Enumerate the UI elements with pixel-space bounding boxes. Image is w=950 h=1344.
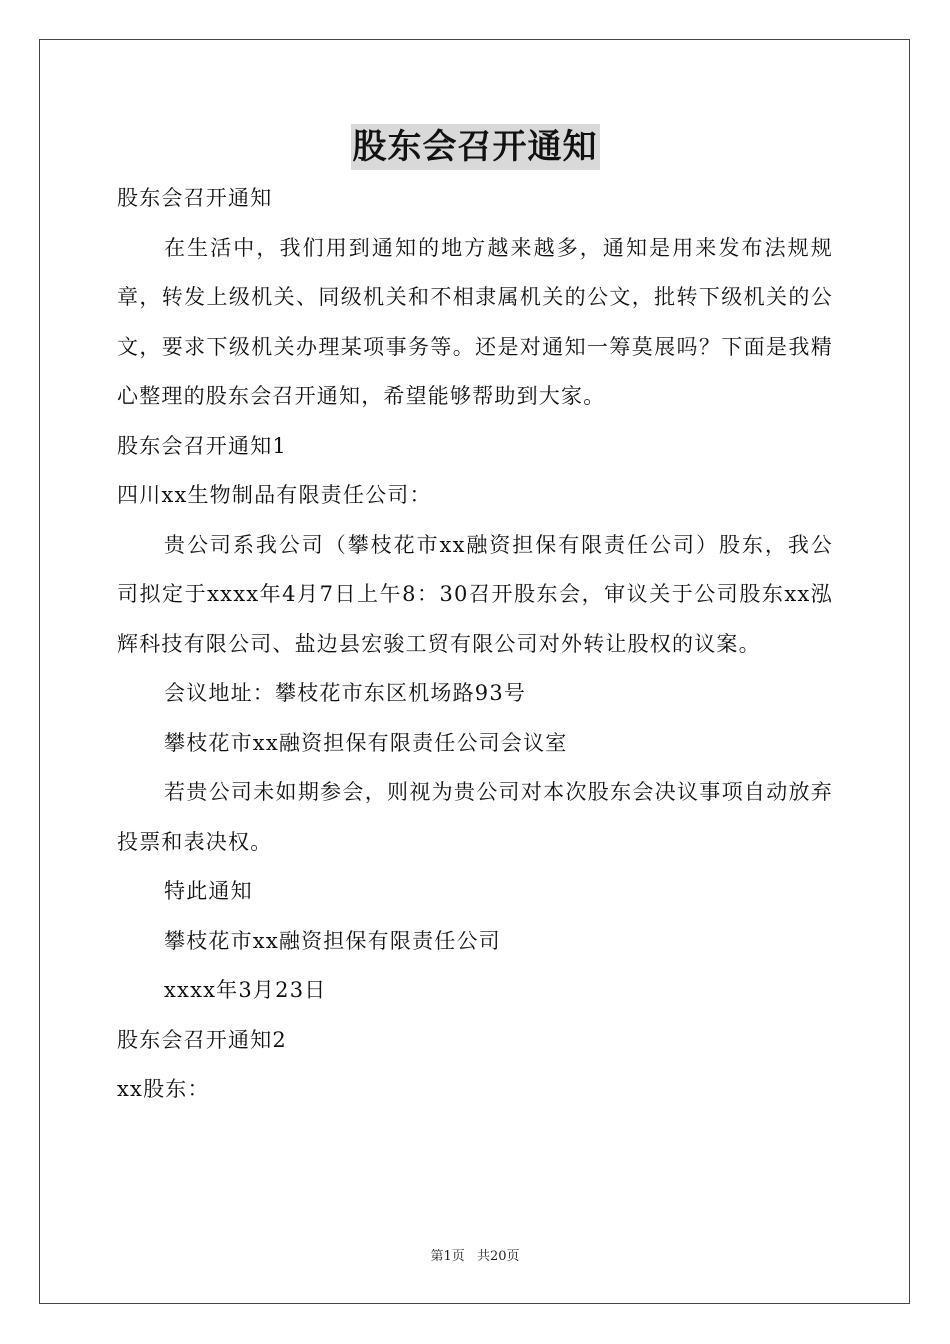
meeting-address-line: 会议地址：攀枝花市东区机场路93号 bbox=[164, 681, 527, 705]
subtitle-paragraph: 股东会召开通知 bbox=[117, 186, 273, 210]
second-recipient-line: xx股东： bbox=[117, 1077, 210, 1101]
signatory-company-line: 攀枝花市xx融资担保有限责任公司 bbox=[164, 928, 501, 953]
meeting-room-line: 攀枝花市xx融资担保有限责任公司会议室 bbox=[164, 730, 568, 755]
title-container bbox=[0, 124, 950, 170]
page-footer bbox=[0, 1248, 950, 1266]
document-title: 股东会召开通知 bbox=[351, 124, 600, 170]
document-body bbox=[117, 174, 833, 1115]
page-number-current: 第1页 bbox=[430, 1249, 465, 1264]
notice-date-line: xxxx年3月23日 bbox=[164, 978, 327, 1002]
absence-clause-paragraph: 若贵公司未如期参会，则视为贵公司对本次股东会决议事项自动放弃投票和表决权。 bbox=[117, 780, 833, 854]
page-number-total: 共20页 bbox=[476, 1249, 520, 1264]
notice-body-paragraph: 贵公司系我公司（攀枝花市xx融资担保有限责任公司）股东，我公司拟定于xxxx年4月7日上午8：30召开股东会，审议关于公司股东xx泓辉科技有限公司、盐边县宏骏工贸有限公司对外转让股权的议案。 bbox=[117, 532, 833, 656]
section-heading-2: 股东会召开通知2 bbox=[117, 1027, 287, 1052]
notice-closing-line: 特此通知 bbox=[164, 879, 253, 903]
section-heading-1: 股东会召开通知1 bbox=[117, 433, 287, 458]
recipient-line: 四川xx生物制品有限责任公司： bbox=[117, 483, 432, 507]
intro-paragraph: 在生活中，我们用到通知的地方越来越多，通知是用来发布法规规章，转发上级机关、同级机关和不相隶属机关的公文，批转下级机关的公文，要求下级机关办理某项事务等。还是对通知一筹莫展吗？下面是我精心整理的股东会召开通知，希望能够帮助到大家。 bbox=[117, 235, 833, 408]
